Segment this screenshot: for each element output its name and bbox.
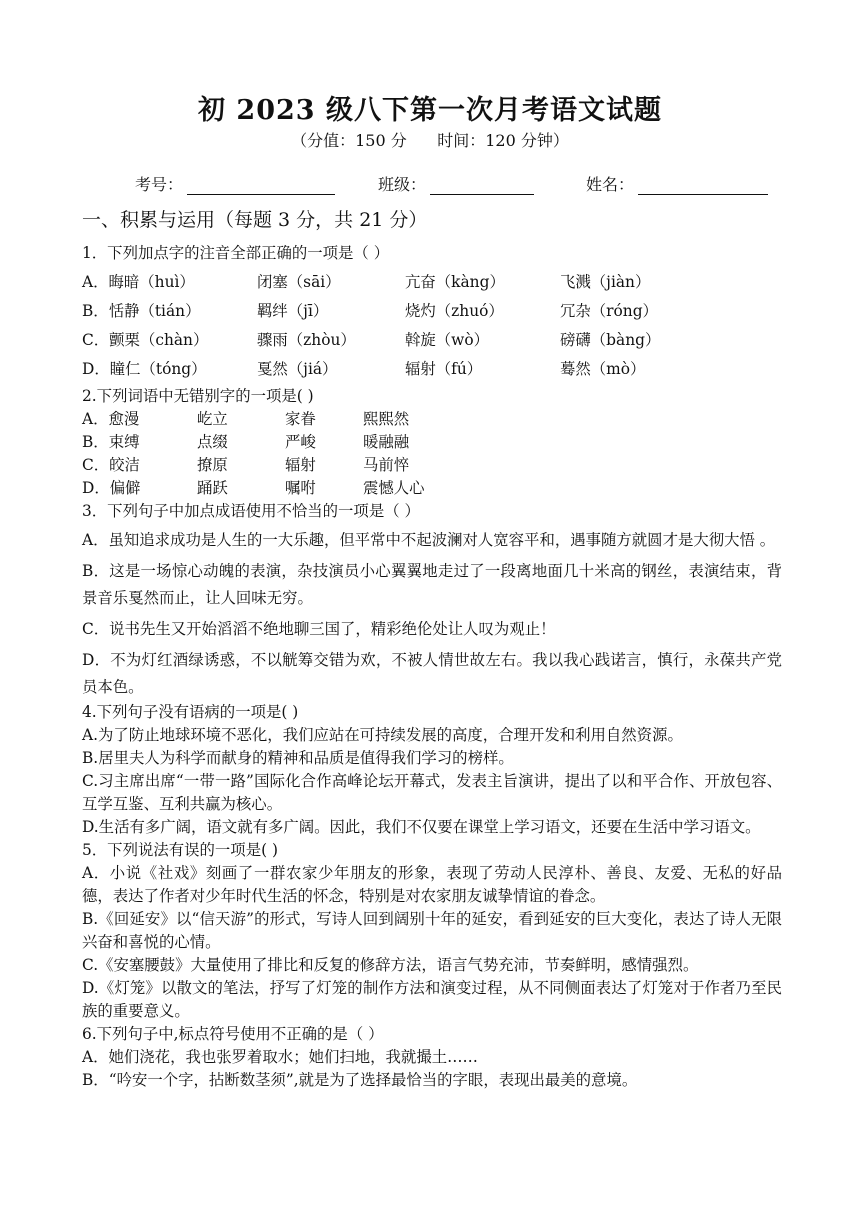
option-item: 屹立 xyxy=(197,410,228,428)
question-2-option-a xyxy=(82,408,782,431)
question-3-option-a: A．虽知追求成功是人生的一大乐趣，但平常中不起波澜对人宽容平和，遇事随方就圆才是大彻大悟 。 xyxy=(82,531,776,549)
question-1-option-b xyxy=(82,300,782,323)
option-item: 暖融融 xyxy=(363,433,410,451)
question-3-option-c: C．说书先生又开始滔滔不绝地聊三国了，精彩绝伦处让人叹为观止！ xyxy=(82,620,556,638)
question-6-option-b: B．“吟安一个字，拈断数茎须”,就是为了选择最恰当的字眼，表现出最美的意境。 xyxy=(82,1071,638,1089)
question-5-option-b: B.《回延安》以“信天游”的形式，写诗人回到阔别十年的延安，看到延安的巨大变化，表达了诗人无限兴奋和喜悦的心情。 xyxy=(82,910,782,951)
option-item: 戛然（jiá） xyxy=(257,360,338,378)
exam-number-label: 考号： xyxy=(135,175,184,194)
option-item: C．皎洁 xyxy=(82,456,140,474)
question-4-option-c: C.习主席出席“一带一路”国际化合作高峰论坛开幕式，发表主旨演讲，提出了以和平合作、开放包容、互学互鉴、互利共赢为核心。 xyxy=(82,772,782,813)
class-field[interactable] xyxy=(378,172,534,195)
question-4-option-d: D.生活有多广阔，语文就有多广阔。因此，我们不仅要在课堂上学习语文，还要在生活中学习语文。 xyxy=(82,818,761,836)
question-5-option-d: D.《灯笼》以散文的笔法，抒写了灯笼的制作方法和演变过程，从不同侧面表达了灯笼对于作者乃至民族的重要意义。 xyxy=(82,979,782,1020)
option-item: 撩原 xyxy=(197,456,228,474)
name-blank[interactable] xyxy=(638,176,768,195)
option-item: 点缀 xyxy=(197,433,228,451)
question-4-stem: 4.下列句子没有语病的一项是( ) xyxy=(82,703,299,721)
exam-number-blank[interactable] xyxy=(187,176,335,195)
option-item: 辐射 xyxy=(285,456,316,474)
question-2-option-b xyxy=(82,431,782,454)
question-2-option-d xyxy=(82,477,782,500)
question-1-option-a xyxy=(82,271,782,294)
question-5-stem: 5．下列说法有误的一项是( ) xyxy=(82,841,278,859)
questions xyxy=(82,242,782,1092)
option-item: D．偏僻 xyxy=(82,479,141,497)
question-3-option-b: B．这是一场惊心动魄的表演，杂技演员小心翼翼地走过了一段离地面几十米高的钢丝，表演结束，背景音乐戛然而止，让人回味无穷。 xyxy=(82,562,782,607)
option-item: 磅礴（bàng） xyxy=(560,331,661,349)
option-item: 羁绊（jī） xyxy=(257,302,329,320)
question-5-option-c: C.《安塞腰鼓》大量使用了排比和反复的修辞方法，语言气势充沛，节奏鲜明，感情强烈。 xyxy=(82,956,699,974)
question-2-option-c xyxy=(82,454,782,477)
option-item: B．束缚 xyxy=(82,433,140,451)
exam-number-field[interactable] xyxy=(135,172,335,195)
exam-title: 初 2023 级八下第一次月考语文试题 xyxy=(198,95,662,126)
option-item: 斡旋（wò） xyxy=(405,331,490,349)
option-item: 嘱咐 xyxy=(285,479,316,497)
option-item: 熙熙然 xyxy=(363,410,410,428)
question-1-stem: 1．下列加点字的注音全部正确的一项是（ ） xyxy=(82,244,390,262)
option-item: 踊跃 xyxy=(197,479,228,497)
question-6-stem: 6.下列句子中,标点符号使用不正确的是（ ） xyxy=(82,1025,384,1043)
question-2-stem: 2.下列词语中无错别字的一项是( ) xyxy=(82,387,314,405)
question-6-option-a: A．她们浇花，我也张罗着取水；她们扫地，我就撮土…… xyxy=(82,1048,478,1066)
option-item: 亢奋（kàng） xyxy=(405,273,505,291)
option-item: 震憾人心 xyxy=(363,479,425,497)
name-label: 姓名： xyxy=(586,175,635,194)
name-field[interactable] xyxy=(586,172,768,195)
option-item: 飞溅（jiàn） xyxy=(560,273,651,291)
option-item: 骤雨（zhòu） xyxy=(257,331,356,349)
question-4-option-a: A.为了防止地球环境不恶化，我们应站在可持续发展的高度，合理开发和利用自然资源。 xyxy=(82,726,683,744)
question-3-option-d: D．不为灯红酒绿诱惑，不以觥筹交错为欢，不被人情世故左右。我以我心践诺言，慎行，永葆共产党员本色。 xyxy=(82,651,782,696)
option-item: 严峻 xyxy=(285,433,316,451)
question-5-option-a: A．小说《社戏》刻画了一群农家少年朋友的形象，表现了劳动人民淳朴、善良、友爱、无私的好品德，表达了作者对少年时代生活的怀念，特别是对农家朋友诚挚情谊的眷念。 xyxy=(82,864,782,905)
class-blank[interactable] xyxy=(430,176,534,195)
option-item: 蓦然（mò） xyxy=(560,360,646,378)
option-item: 家眷 xyxy=(285,410,316,428)
option-item: B．恬静（tián） xyxy=(82,302,201,320)
option-item: 辐射（fú） xyxy=(405,360,483,378)
exam-subtitle: （分值：150 分 时间：120 分钟） xyxy=(291,131,569,150)
option-item: 闭塞（sāi） xyxy=(257,273,341,291)
question-4-option-b: B.居里夫人为科学而献身的精神和品质是值得我们学习的榜样。 xyxy=(82,749,514,767)
option-item: C．颤栗（chàn） xyxy=(82,331,209,349)
class-label: 班级： xyxy=(378,175,427,194)
option-item: 冗杂（róng） xyxy=(560,302,658,320)
option-item: A．晦暗（huì） xyxy=(82,273,195,291)
section-heading: 一、积累与运用（每题 3 分，共 21 分） xyxy=(82,209,428,231)
question-3-stem: 3．下列句子中加点成语使用不恰当的一项是（ ） xyxy=(82,502,420,520)
question-1-option-c xyxy=(82,329,782,352)
question-1-option-d xyxy=(82,358,782,381)
option-item: A．愈漫 xyxy=(82,410,140,428)
option-item: D．瞳仁（tóng） xyxy=(82,360,207,378)
option-item: 马前悴 xyxy=(363,456,410,474)
option-item: 烧灼（zhuó） xyxy=(405,302,504,320)
